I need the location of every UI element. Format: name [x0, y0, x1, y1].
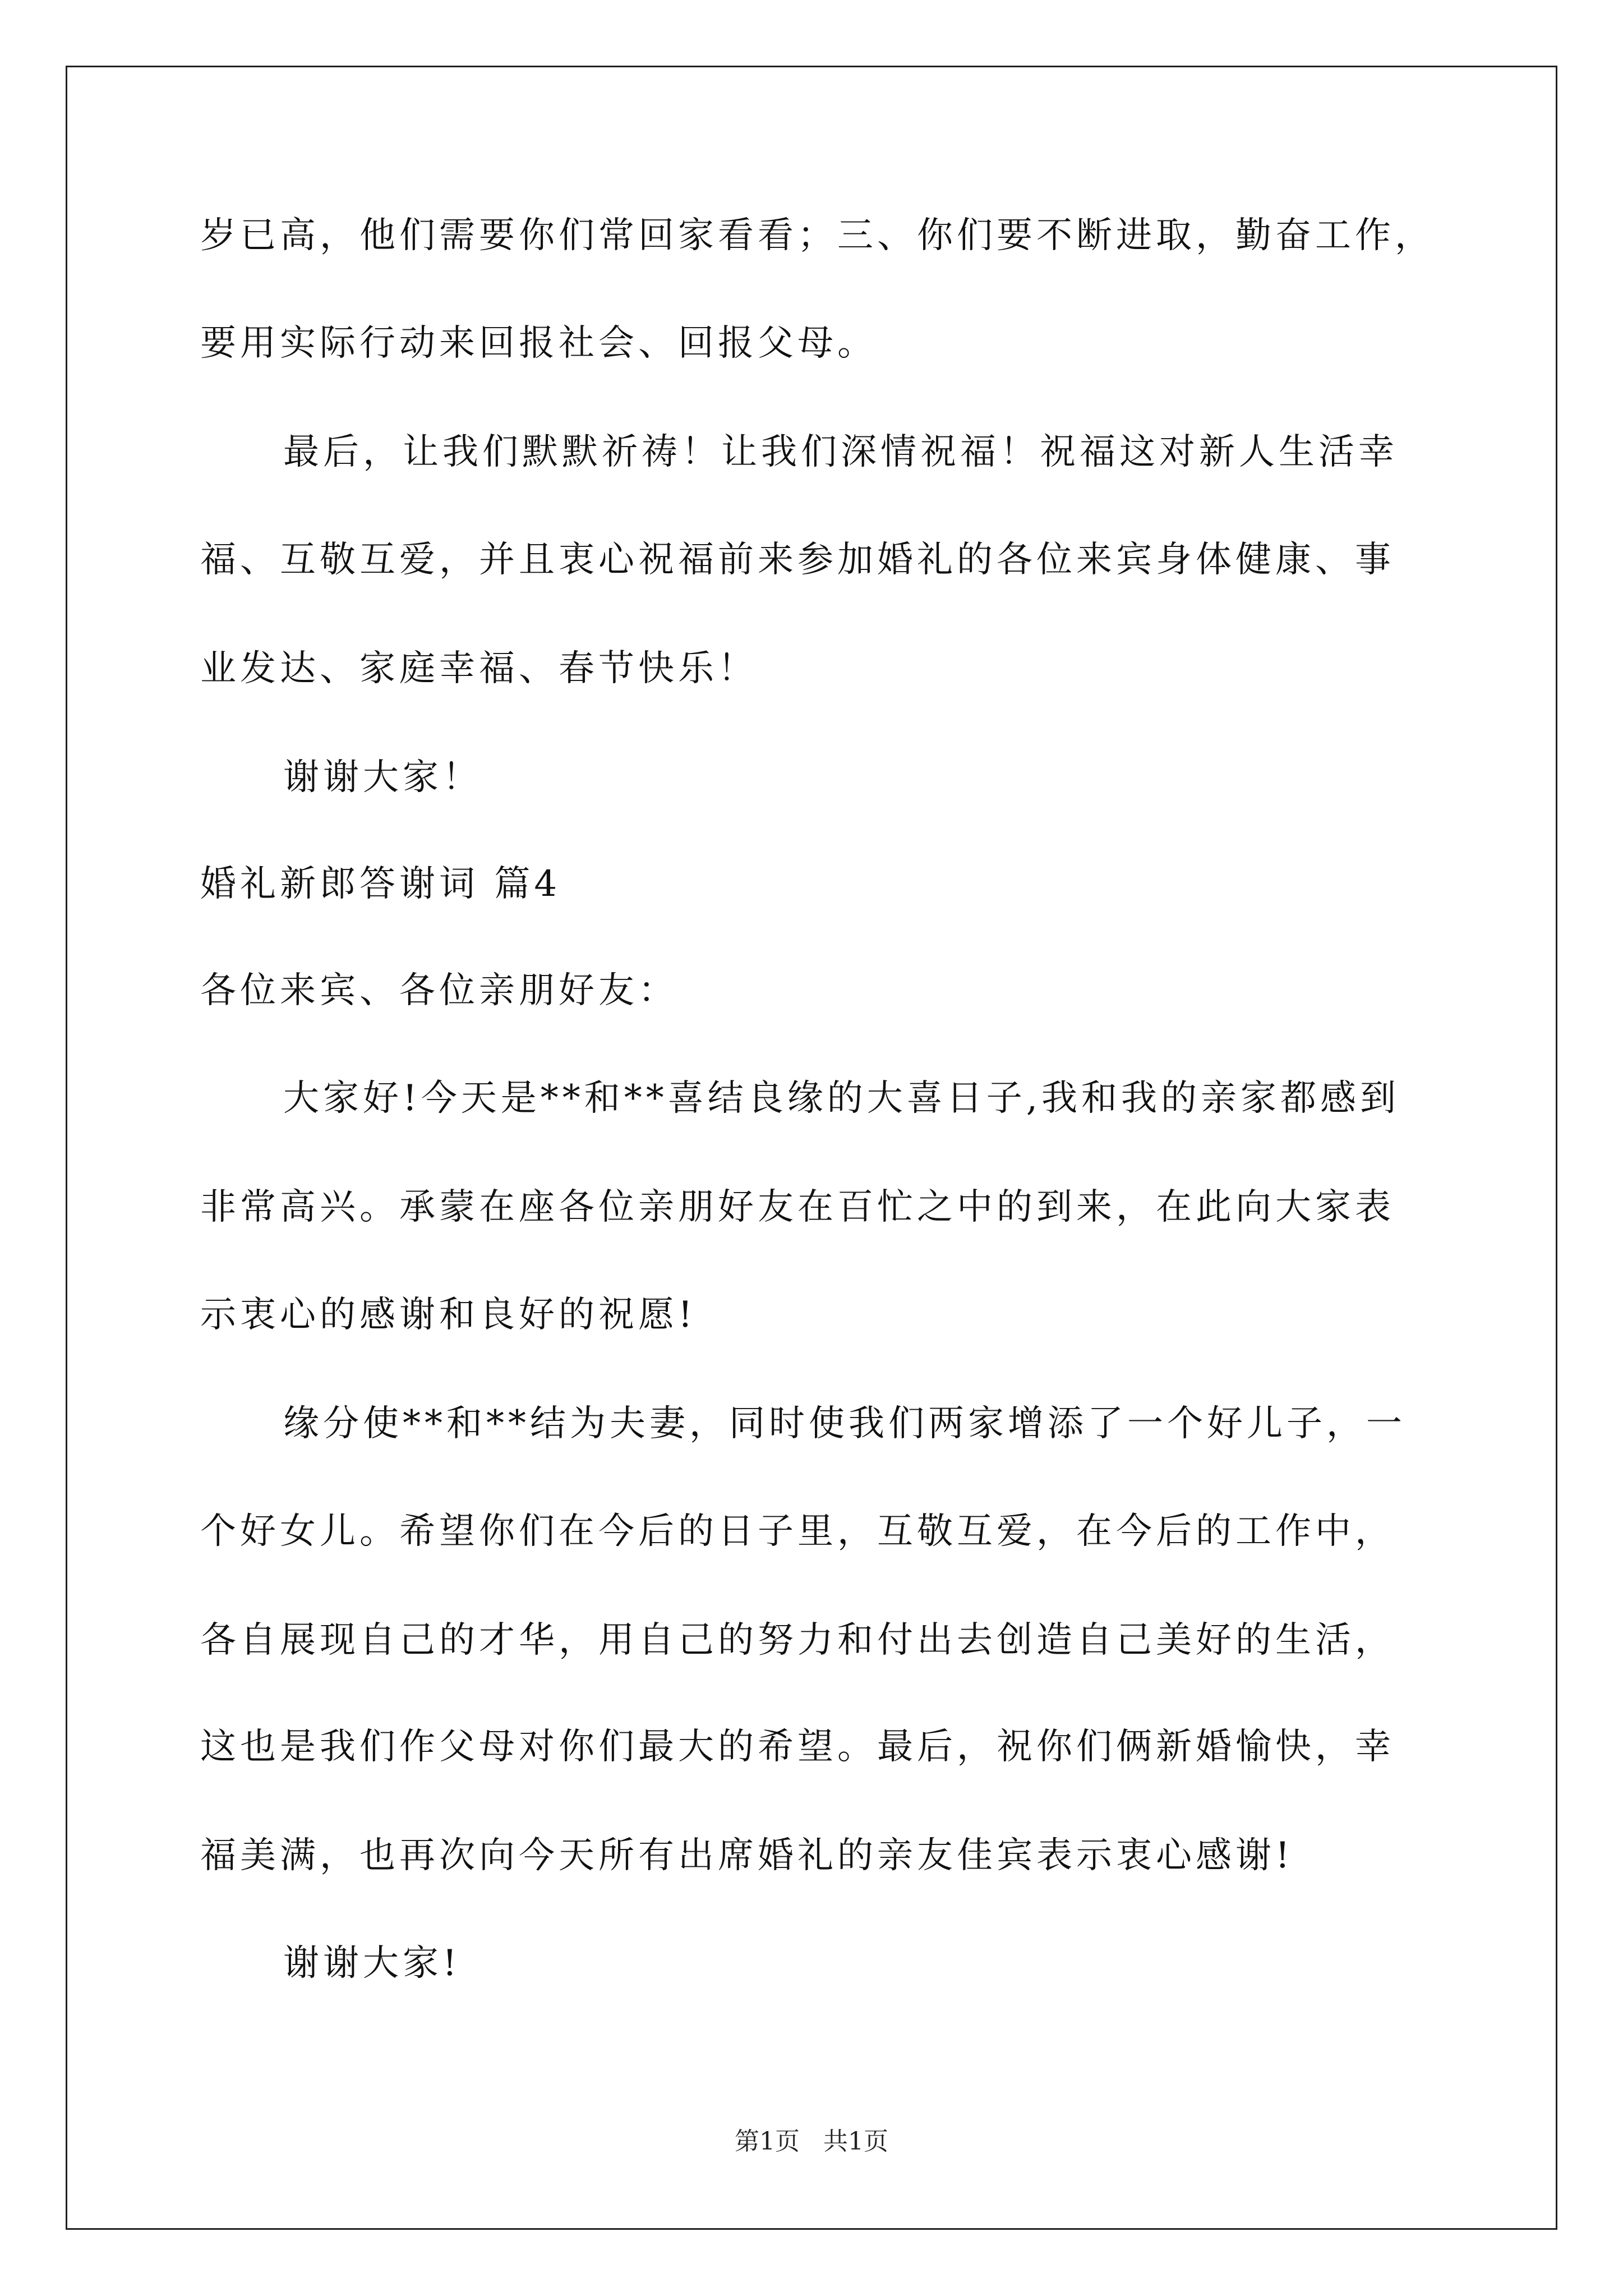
body-line: 要用实际行动来回报社会、回报父母。 [200, 323, 877, 364]
salutation: 各位来宾、各位亲朋好友： [200, 970, 678, 1011]
body-line: 岁已高，他们需要你们常回家看看；三、你们要不断进取，勤奋工作， [200, 215, 1435, 256]
section-heading: 婚礼新郎答谢词 篇4 [200, 863, 561, 905]
body-line: 福美满，也再次向今天所有出席婚礼的亲友佳宾表示衷心感谢! [200, 1835, 1294, 1876]
paragraph-first-line: 缘分使**和**结为夫妻，同时使我们两家增添了一个好儿子，一 [283, 1403, 1406, 1444]
body-line: 非常高兴。承蒙在座各位亲朋好友在百忙之中的到来，在此向大家表 [200, 1186, 1395, 1228]
body-line: 业发达、家庭幸福、春节快乐！ [200, 648, 758, 689]
closing-thanks: 谢谢大家! [283, 1943, 461, 1984]
body-line: 示衷心的感谢和良好的祝愿! [200, 1294, 697, 1336]
paragraph-first-line: 最后，让我们默默祈祷！让我们深情祝福！祝福这对新人生活幸 [283, 431, 1398, 473]
page-number-footer: 第1页 共1页 [735, 2127, 888, 2156]
body-line: 福、互敬互爱，并且衷心祝福前来参加婚礼的各位来宾身体健康、事 [200, 539, 1395, 581]
body-line: 这也是我们作父母对你们最大的希望。最后，祝你们俩新婚愉快，幸 [200, 1726, 1395, 1768]
closing-thanks: 谢谢大家！ [283, 757, 482, 798]
page-border [66, 66, 1557, 2230]
paragraph-first-line: 大家好!今天是**和**喜结良缘的大喜日子,我和我的亲家都感到 [283, 1078, 1400, 1119]
body-line: 各自展现自己的才华，用自己的努力和付出去创造自己美好的生活， [200, 1619, 1395, 1661]
body-line: 个好女儿。希望你们在今后的日子里，互敬互爱，在今后的工作中， [200, 1511, 1395, 1552]
